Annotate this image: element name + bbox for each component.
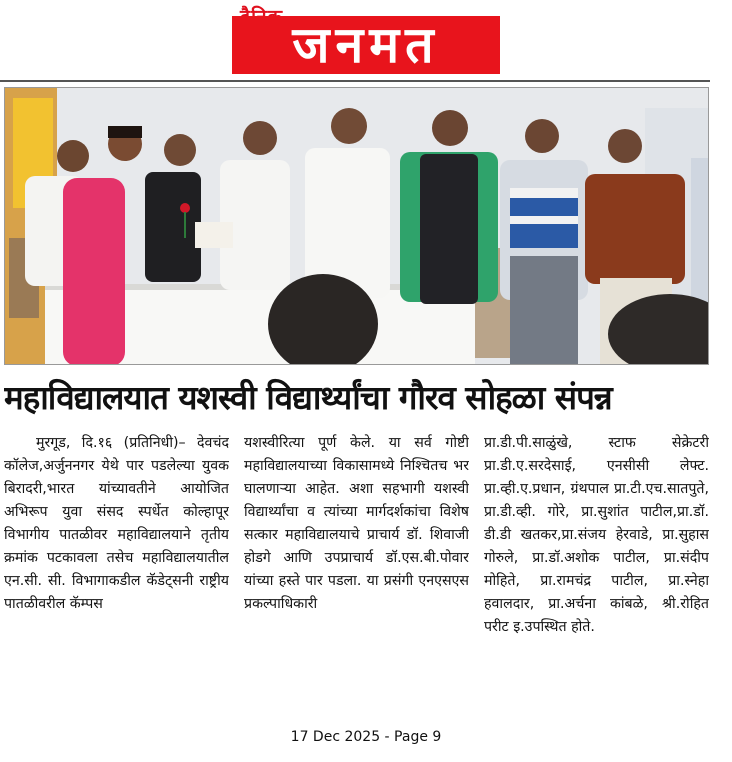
page-footer: 17 Dec 2025 - Page 9 — [290, 729, 442, 745]
article-body — [4, 432, 709, 708]
newspaper-logo: जनमत — [232, 16, 500, 74]
article-column-text: प्रा.डी.पी.साळुंखे, स्टाफ सेक्रेटरी प्रा.डी.ए.सरदेसाई, एनसीसी लेफ्ट. प्रा.व्ही.ए.प्रधान, ग्रंथपाल प्रा.टी.एच.सातपुते, प्रा.डी.व्ही. गोरे, प्रा.सुशांत पाटील,प्रा.डॉ. डी.डी खतकर,प्रा.संजय हेरवाडे, प्रा.सुहास गोरुले, प्रा.डॉ.अशोक पाटील, प्रा.संदीप मोहिते, प्रा.रामचंद्र पाटील, प्रा.स्नेहा हवालदार, प्रा.अर्चना कांबळे, श्री.रोहित परीट इ.उपस्थित होते. — [484, 435, 709, 635]
article-column-2 — [244, 432, 469, 708]
article-headline: महाविद्यालयात यशस्वी विद्यार्थ्यांचा गौरव सोहळा संपन्न — [4, 378, 612, 417]
article-photo — [4, 87, 709, 365]
masthead — [0, 0, 732, 82]
masthead-divider — [0, 80, 710, 82]
award-ceremony-photo — [5, 88, 709, 365]
article-column-3 — [484, 432, 709, 708]
article-column-1 — [4, 432, 229, 708]
article-column-text: यशस्वीरित्या पूर्ण केले. या सर्व गोष्टी महाविद्यालयाच्या विकासामध्ये निश्चितच भर घालणाऱ्या आहेत. अशा सहभागी यशस्वी विद्यार्थ्यांचा व त्यांच्या मार्गदर्शकांचा विशेष सत्कार महाविद्यालयाचे प्राचार्य डॉ. शिवाजी होडगे आणि उपप्राचार्य डॉ.एस.बी.पोवार यांच्या हस्ते पार पडला. या प्रसंगी एनएसएस प्रकल्पाधिकारी — [244, 435, 469, 612]
article-column-text: मुरगूड, दि.१६ (प्रतिनिधी)– देवचंद कॉलेज,अर्जुननगर येथे पार पडलेल्या युवक बिरादरी,भारत यांच्यावतीने आयोजित अभिरूप युवा संसद स्पर्धेत कोल्हापूर विभागीय पातळीवर महाविद्यालयाने तृतीय क्रमांक पटकावला तसेच महाविद्यालयातील एन.सी. सी. विभागाकडील कॅडेट्सनी राष्ट्रीय पातळीवरील कॅम्पस — [4, 435, 229, 612]
